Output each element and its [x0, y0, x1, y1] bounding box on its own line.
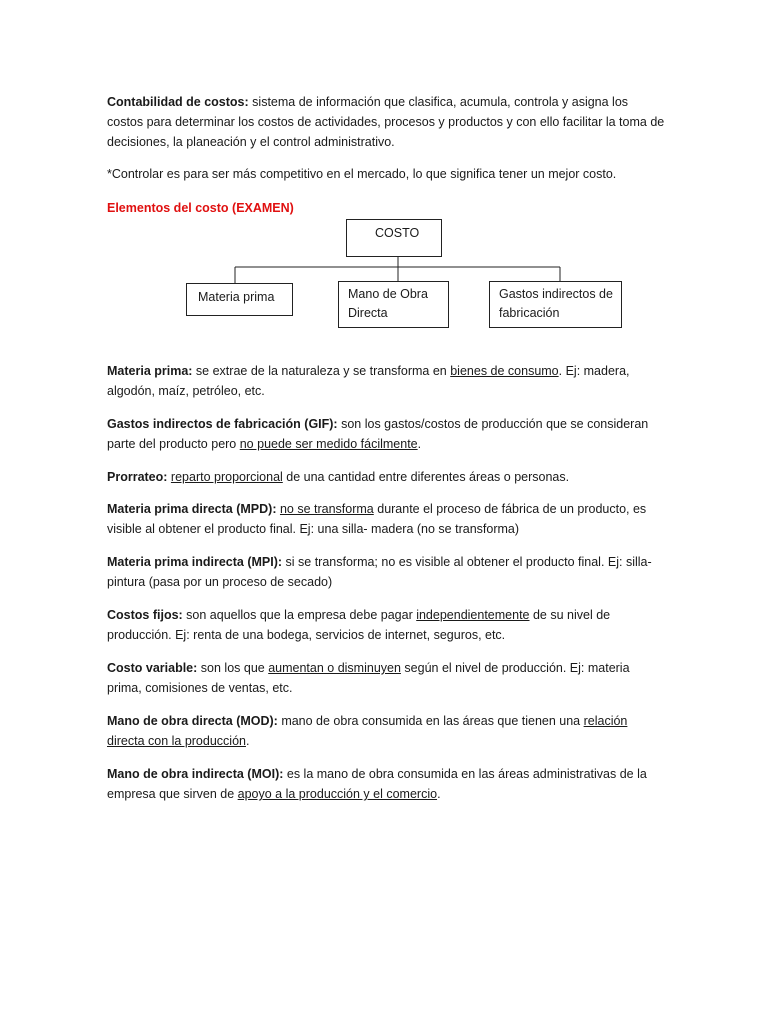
diagram-child-box — [186, 283, 293, 316]
definition-term: Materia prima: — [107, 364, 193, 378]
definition-underlined: independientemente — [416, 608, 530, 622]
definition-term: Costo variable: — [107, 661, 198, 675]
definition-term: Mano de obra indirecta (MOI): — [107, 767, 284, 781]
definition-term: Gastos indirectos de fabricación (GIF): — [107, 417, 338, 431]
definition-paragraph — [107, 605, 667, 645]
diagram-root-box — [346, 219, 442, 257]
definition-text: . Ej: madera, algodón, maíz, petróleo, etc. — [107, 364, 630, 398]
definition-text: si se transforma; no es visible al obtener el producto final. Ej: silla-pintura (pasa por un proceso de secado) — [107, 555, 652, 589]
diagram-child-label: Gastos indirectos de fabricación — [499, 287, 613, 320]
definition-underlined: relación directa con la producción — [107, 714, 628, 748]
diagram-root-label: COSTO — [375, 226, 420, 240]
definition-text: . — [437, 787, 441, 801]
definition-paragraph — [107, 361, 667, 401]
definition-text: es la mano de obra consumida en las áreas administrativas de la empresa que sirven de — [107, 767, 647, 801]
definition-underlined: reparto proporcional — [170, 470, 283, 484]
diagram-child-label: Materia prima — [198, 290, 275, 304]
definition-paragraph — [107, 764, 667, 804]
definition-term: Prorrateo: — [107, 470, 168, 484]
definition-term: Costos fijos: — [107, 608, 183, 622]
definition-term: Materia prima directa (MPD): — [107, 502, 277, 516]
intro-text: sistema de información que clasifica, acumula, controla y asigna los costos para determinar los costos de actividades, procesos y productos y con ello facilitar la toma de decisiones, la planeación y el control administrativo. — [107, 95, 665, 149]
definition-text: según el nivel de producción. Ej: materia prima, comisiones de ventas, etc. — [107, 661, 630, 695]
definition-text: durante el proceso de fábrica de un producto, es visible al obtener el producto final. Ej: una silla- madera (no se transforma) — [107, 502, 647, 536]
definition-text: mano de obra consumida en las áreas que tienen una — [277, 714, 584, 728]
definition-term: Mano de obra directa (MOD): — [107, 714, 278, 728]
definition-paragraph — [107, 552, 667, 592]
definition-text: son aquellos que la empresa debe pagar — [182, 608, 417, 622]
definition-text: de su nivel de producción. Ej: renta de una bodega, servicios de internet, seguros, etc. — [107, 608, 611, 642]
section-title: Elementos del costo (EXAMEN) — [107, 201, 294, 215]
definition-underlined: no se transforma — [279, 502, 374, 516]
definition-underlined: apoyo a la producción y el comercio — [237, 787, 438, 801]
definition-text: de una cantidad entre diferentes áreas o personas. — [282, 470, 570, 484]
definition-text: son los gastos/costos de producción que se consideran parte del producto pero — [107, 417, 649, 451]
intro-term: Contabilidad de costos: — [107, 95, 249, 109]
definition-paragraph — [107, 499, 667, 539]
diagram-child-box — [338, 281, 449, 328]
definition-underlined: bienes de consumo — [450, 364, 559, 378]
diagram-child-label: Mano de Obra Directa — [348, 287, 428, 320]
definition-text: . — [417, 437, 422, 451]
definition-text: son los que — [197, 661, 269, 675]
definition-paragraph — [107, 711, 667, 751]
definition-term: Materia prima indirecta (MPI): — [107, 555, 283, 569]
definition-text: . — [245, 734, 250, 748]
diagram-child-box — [489, 281, 622, 328]
definition-underlined: aumentan o disminuyen — [268, 661, 401, 675]
definition-text: se extrae de la naturaleza y se transforma en — [192, 364, 451, 378]
definition-underlined: no puede ser medido fácilmente — [239, 437, 418, 451]
definition-paragraph — [107, 467, 667, 487]
definition-paragraph — [107, 414, 667, 454]
note-paragraph: *Controlar es para ser más competitivo en el mercado, lo que significa tener un mejor costo. — [107, 167, 617, 181]
definition-paragraph — [107, 658, 667, 698]
